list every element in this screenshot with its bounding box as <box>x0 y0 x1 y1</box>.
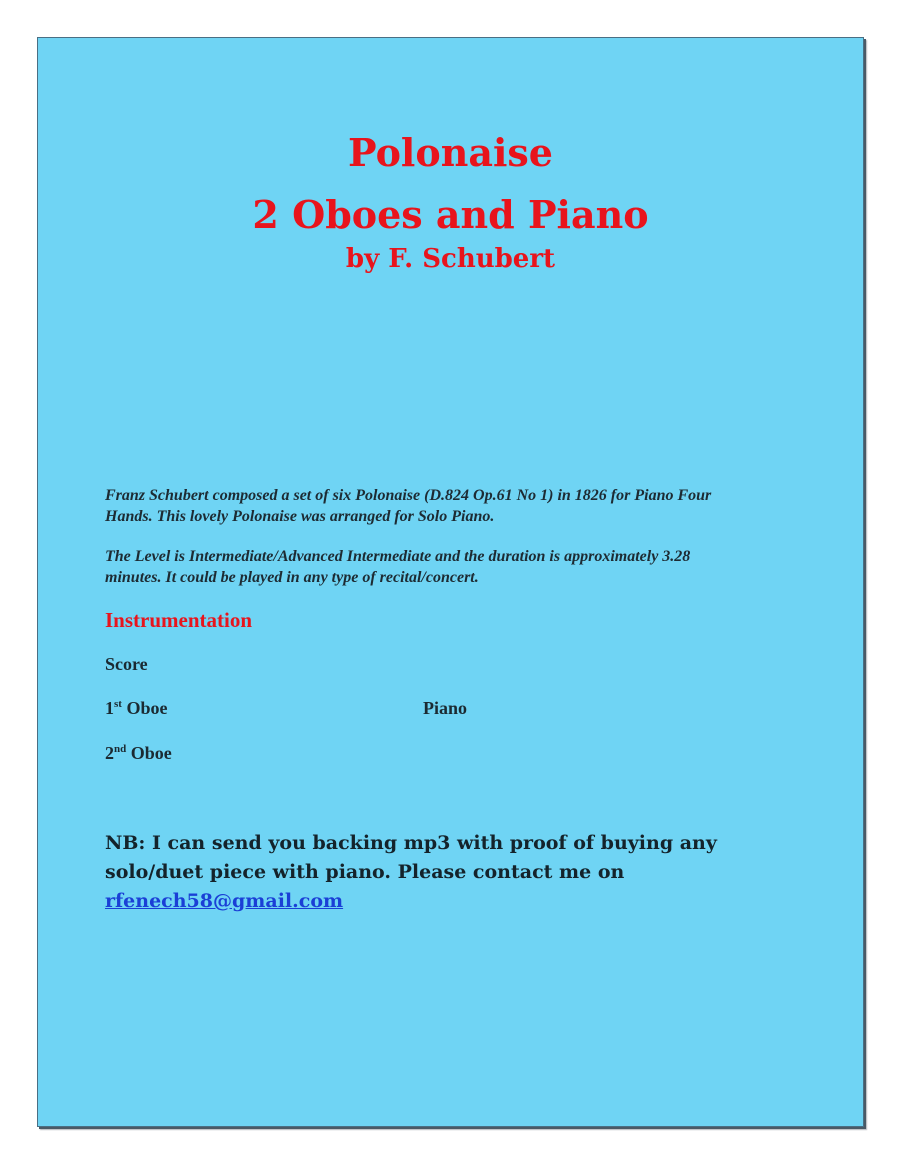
instrument-score: Score <box>105 654 148 674</box>
subtitle: 2 Oboes and Piano <box>252 192 649 237</box>
composer: by F. Schubert <box>345 244 556 274</box>
oboe-1-number: 1 <box>105 698 114 718</box>
instrument-piano: Piano <box>423 698 468 718</box>
oboe-2-name: Oboe <box>130 743 172 763</box>
title: Polonaise <box>348 130 553 175</box>
oboe-1-ordinal: st <box>114 698 122 710</box>
description-paragraph-2: The Level is Intermediate/Advanced Intermediate and the duration is approximately 3.28 minutes. It could be played in any type of recital/concert. <box>105 548 691 586</box>
instrumentation-heading: Instrumentation <box>105 608 253 632</box>
cover-page <box>37 37 864 1127</box>
instrument-oboe-1 <box>105 698 167 719</box>
oboe-1-name: Oboe <box>126 698 168 718</box>
note-text: NB: I can send you backing mp3 with proof of buying any solo/duet piece with piano. Please contact me on <box>105 832 717 883</box>
email-link[interactable]: rfenech58@gmail.com <box>105 890 344 912</box>
oboe-2-ordinal: nd <box>114 743 127 755</box>
backing-track-note <box>105 829 805 916</box>
oboe-2-number: 2 <box>105 743 114 763</box>
instrument-oboe-2 <box>105 743 172 764</box>
description-paragraph-1: Franz Schubert composed a set of six Polonaise (D.824 Op.61 No 1) in 1826 for Piano Four Hands. This lovely Polonaise was arranged for Solo Piano. <box>105 487 712 525</box>
